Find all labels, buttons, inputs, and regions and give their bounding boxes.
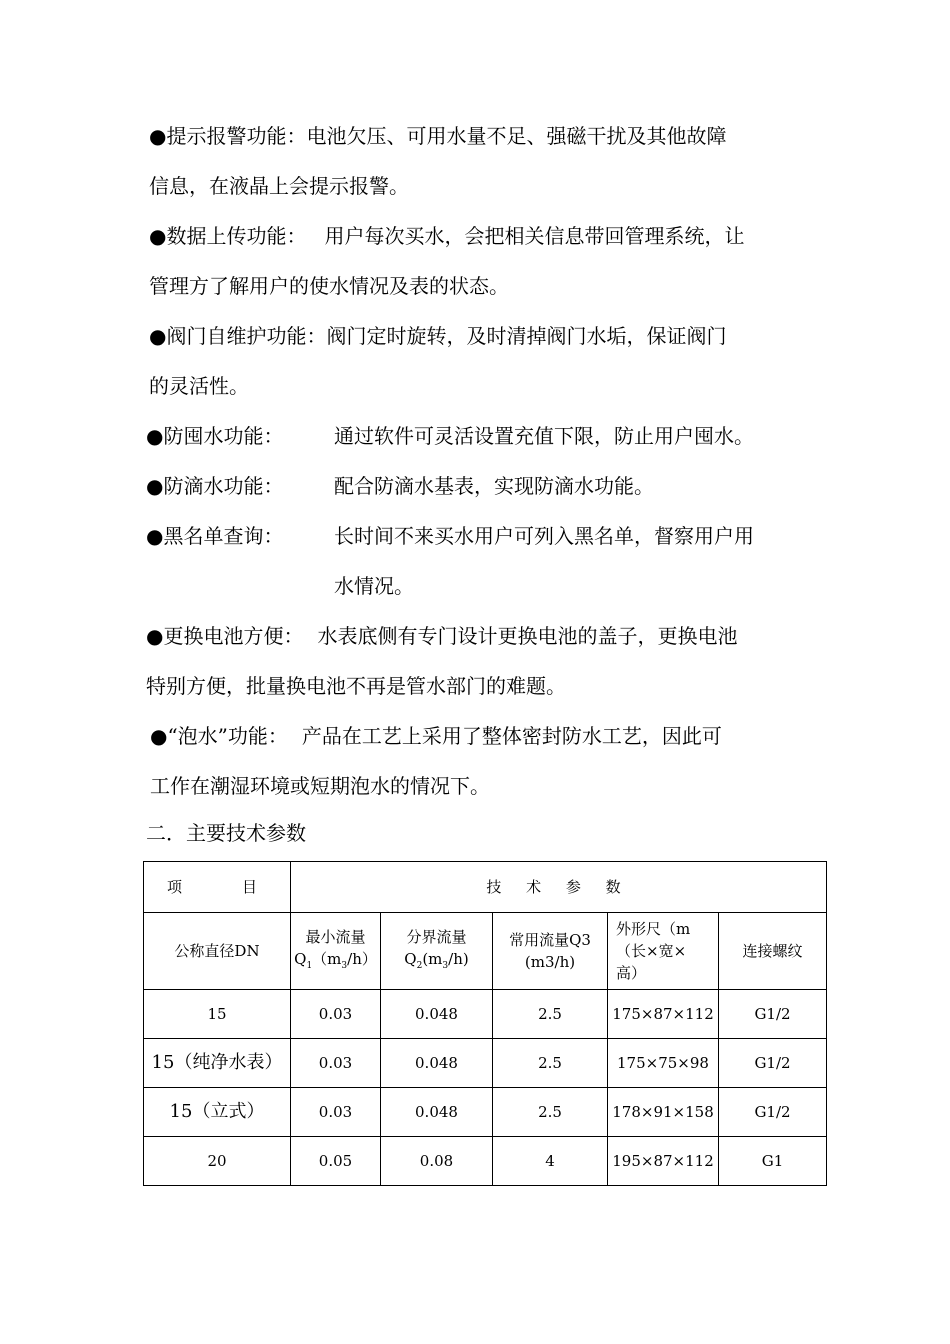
cell-dn: 15（纯净水表） bbox=[144, 1039, 291, 1088]
feature-continuation: 的灵活性。 bbox=[149, 374, 249, 398]
feature-label: ●防囤水功能： bbox=[146, 424, 284, 448]
feature-line bbox=[146, 471, 806, 501]
feature-label: ●“泡水”功能： bbox=[150, 724, 288, 748]
feature-line bbox=[149, 221, 744, 251]
feature-text: 通过软件可灵活设置充值下限，防止用户囤水。 bbox=[334, 424, 754, 448]
col-header-size: 外形尺（m （长×宽× 高） bbox=[608, 913, 719, 990]
feature-continuation: 信息，在液晶上会提示报警。 bbox=[149, 174, 409, 198]
feature-label: ●数据上传功能： bbox=[149, 224, 307, 248]
cell-q3: 4 bbox=[493, 1137, 608, 1186]
cell-q1: 0.03 bbox=[291, 1039, 381, 1088]
col-header-thread: 连接螺纹 bbox=[719, 913, 827, 990]
col-header-q1: 最小流量 $Q_1(m_3/h)$ bbox=[291, 913, 381, 990]
cell-thread: G1/2 bbox=[719, 1039, 827, 1088]
table-row bbox=[144, 1039, 827, 1088]
table-row bbox=[144, 990, 827, 1039]
cell-q3: 2.5 bbox=[493, 990, 608, 1039]
feature-line bbox=[146, 421, 806, 451]
feature-text: 水表底侧有专门设计更换电池的盖子，更换电池 bbox=[317, 624, 738, 648]
cell-q3: 2.5 bbox=[493, 1088, 608, 1137]
cell-size: 175×87×112 bbox=[608, 990, 719, 1039]
feature-label: ●提示报警功能： bbox=[149, 124, 307, 148]
cell-q2: 0.08 bbox=[381, 1137, 493, 1186]
table-row bbox=[144, 1137, 827, 1186]
cell-size: 175×75×98 bbox=[608, 1039, 719, 1088]
cell-q1: 0.05 bbox=[291, 1137, 381, 1186]
cell-dn: 15 bbox=[144, 990, 291, 1039]
col-header-q3: 常用流量Q3 (m3/h) bbox=[493, 913, 608, 990]
cell-thread: G1/2 bbox=[719, 990, 827, 1039]
cell-size: 195×87×112 bbox=[608, 1137, 719, 1186]
cell-q2: 0.048 bbox=[381, 1088, 493, 1137]
feature-text: 长时间不来买水用户可列入黑名单，督察用户用 bbox=[334, 524, 754, 548]
feature-continuation: 特别方便，批量换电池不再是管水部门的难题。 bbox=[146, 674, 566, 698]
section-title: 二．主要技术参数 bbox=[146, 821, 306, 845]
header-item-cell: 项 目 bbox=[144, 862, 291, 913]
cell-size: 178×91×158 bbox=[608, 1088, 719, 1137]
cell-q2: 0.048 bbox=[381, 990, 493, 1039]
feature-text: 产品在工艺上采用了整体密封防水工艺，因此可 bbox=[301, 724, 722, 748]
feature-label: ●防滴水功能： bbox=[146, 474, 284, 498]
table-row bbox=[144, 1088, 827, 1137]
technical-parameters-table bbox=[143, 861, 827, 1186]
feature-text: 用户每次买水，会把相关信息带回管理系统，让 bbox=[324, 224, 745, 248]
header-params-cell: 技 术 参 数 bbox=[291, 862, 827, 913]
feature-label: ●更换电池方便： bbox=[146, 624, 304, 648]
cell-dn: 20 bbox=[144, 1137, 291, 1186]
col-header-dn: 公称直径DN bbox=[144, 913, 291, 990]
col-header-q2: 分界流量 $Q_2(m_3/h)$ bbox=[381, 913, 493, 990]
cell-q3: 2.5 bbox=[493, 1039, 608, 1088]
feature-text: 阀门定时旋转，及时清掉阀门水垢，保证阀门 bbox=[326, 324, 727, 348]
feature-line bbox=[149, 321, 726, 351]
table-subheader-row bbox=[144, 913, 827, 990]
cell-q2: 0.048 bbox=[381, 1039, 493, 1088]
feature-line bbox=[150, 721, 722, 751]
feature-continuation: 水情况。 bbox=[334, 574, 414, 598]
feature-line bbox=[146, 521, 806, 551]
cell-q1: 0.03 bbox=[291, 990, 381, 1039]
feature-line bbox=[149, 121, 726, 151]
cell-dn: 15（立式） bbox=[144, 1088, 291, 1137]
cell-thread: G1/2 bbox=[719, 1088, 827, 1137]
cell-q1: 0.03 bbox=[291, 1088, 381, 1137]
feature-continuation: 管理方了解用户的使水情况及表的状态。 bbox=[149, 274, 509, 298]
feature-text: 配合防滴水基表，实现防滴水功能。 bbox=[334, 474, 654, 498]
table-header-row bbox=[144, 862, 827, 913]
feature-continuation: 工作在潮湿环境或短期泡水的情况下。 bbox=[150, 774, 490, 798]
feature-label: ●黑名单查询： bbox=[146, 524, 284, 548]
feature-label: ●阀门自维护功能： bbox=[149, 324, 327, 348]
cell-thread: G1 bbox=[719, 1137, 827, 1186]
feature-line bbox=[146, 621, 737, 651]
feature-text: 电池欠压、可用水量不足、强磁干扰及其他故障 bbox=[306, 124, 727, 148]
